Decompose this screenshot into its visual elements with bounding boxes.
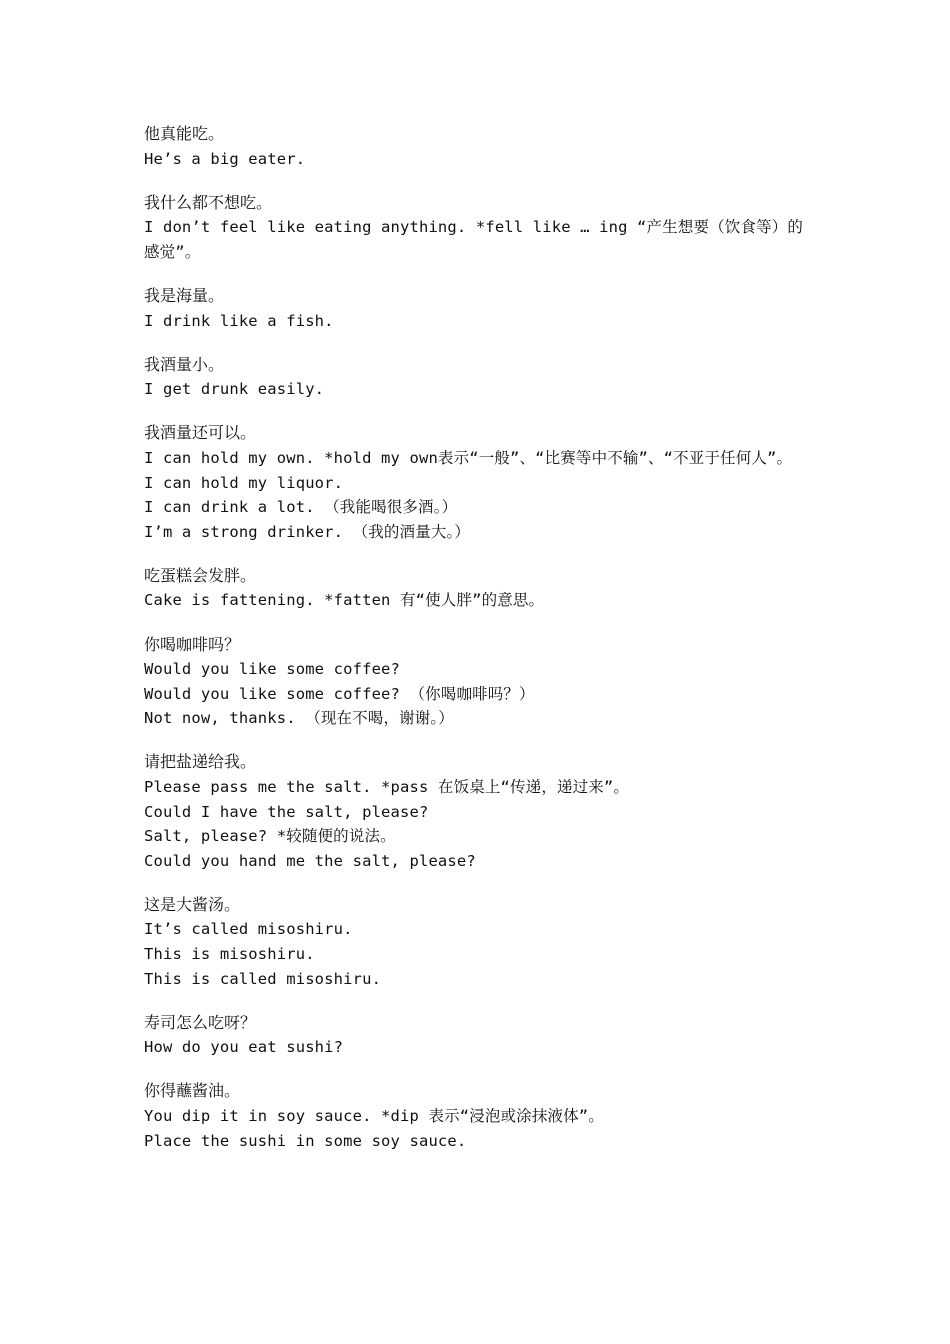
english-translation: Could you hand me the salt, please? [144, 851, 476, 870]
chinese-sentence: 这是大酱汤。 [144, 894, 241, 914]
english-translation: I get drunk easily. [144, 380, 325, 399]
english-translation: Cake is fattening. *fatten 有“使人胖”的意思。 [144, 591, 545, 610]
chinese-sentence: 我酒量还可以。 [144, 423, 257, 443]
chinese-sentence: 我酒量小。 [144, 354, 225, 374]
chinese-sentence: 我是海量。 [144, 285, 225, 305]
english-translation: I can hold my liquor. [144, 473, 344, 492]
english-translation: Would you like some coffee? （你喝咖啡吗？） [144, 684, 535, 703]
chinese-sentence: 寿司怎么吃呀？ [144, 1012, 257, 1032]
chinese-sentence: 我什么都不想吃。 [144, 192, 273, 212]
chinese-sentence: 吃蛋糕会发胖。 [144, 565, 257, 585]
phrase-entry [144, 122, 814, 171]
english-translation: You dip it in soy sauce. *dip 表示“浸泡或涂抹液体”。 [144, 1107, 604, 1125]
phrase-entry [144, 284, 814, 333]
english-translation: Could I have the salt, please? [144, 802, 429, 821]
english-translation: I can hold my own. *hold my own表示“一般”、“比赛等中不输”、“不亚于任何人”。 [144, 448, 793, 467]
chinese-sentence: 你喝咖啡吗？ [144, 634, 241, 654]
phrase-entry [144, 893, 814, 991]
english-translation: I drink like a fish. [144, 311, 334, 330]
english-translation: It’s called misoshiru. [144, 920, 353, 939]
english-translation: Salt, please? *较随便的说法。 [144, 827, 396, 846]
english-translation: This is called misoshiru. [144, 969, 382, 988]
english-translation: How do you eat sushi? [144, 1038, 344, 1057]
english-translation: Not now, thanks. （现在不喝，谢谢。） [144, 709, 454, 728]
phrase-entry [144, 353, 814, 402]
phrase-entry [144, 633, 814, 731]
english-translation: This is misoshiru. [144, 945, 315, 964]
chinese-sentence: 你得蘸酱油。 [144, 1081, 241, 1101]
chinese-sentence: 请把盐递给我。 [144, 752, 257, 772]
english-translation: Would you like some coffee? [144, 660, 401, 679]
phrase-entry [144, 750, 814, 873]
chinese-sentence: 他真能吃。 [144, 124, 225, 143]
phrase-entry [144, 421, 814, 544]
phrase-entry [144, 1079, 814, 1153]
english-translation: I don’t feel like eating anything. *fell like … ing “产生想要（饮食等）的感觉”。 [144, 218, 804, 261]
english-translation: Please pass me the salt. *pass 在饭桌上“传递，递过来”。 [144, 777, 630, 796]
phrase-entry [144, 564, 814, 613]
english-translation: Place the sushi in some soy sauce. [144, 1131, 467, 1150]
english-translation: He’s a big eater. [144, 149, 306, 168]
english-translation: I’m a strong drinker. （我的酒量大。） [144, 522, 471, 541]
english-translation: I can drink a lot. （我能喝很多酒。） [144, 498, 458, 517]
phrase-entry [144, 191, 814, 265]
phrase-entry [144, 1011, 814, 1060]
document-page [144, 122, 814, 1173]
